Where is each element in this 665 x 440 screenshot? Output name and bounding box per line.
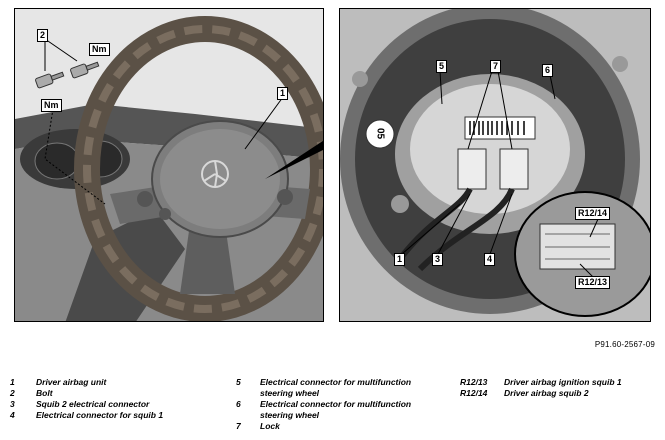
legend-number: 6 — [236, 399, 241, 409]
callout-lock-7: 7 — [490, 60, 501, 73]
callout-torque-nm-top: Nm — [89, 43, 110, 56]
legend-item — [236, 377, 446, 399]
legend-column-3 — [460, 377, 660, 399]
legend-item — [10, 377, 220, 388]
legend-number: R12/14 — [460, 388, 488, 398]
steering-wheel-illustration — [15, 9, 324, 322]
callout-airbag-unit-1: 1 — [394, 253, 405, 266]
callout-torque-nm-side: Nm — [41, 99, 62, 112]
legend-column-2 — [236, 377, 446, 432]
legend-item — [236, 399, 446, 421]
legend-column-1 — [10, 377, 220, 421]
callout-squib1-connector-4: 4 — [484, 253, 495, 266]
legend-description: Driver airbag ignition squib 1 — [504, 377, 622, 387]
steering-wheel-photo — [14, 8, 324, 322]
figure-code: P91.60-2567-09 — [594, 340, 655, 349]
legend-item — [236, 421, 446, 432]
legend-description: Electrical connector for squib 1 — [36, 410, 164, 420]
legend-description: Lock — [260, 421, 280, 431]
legend-item — [460, 377, 660, 388]
legend-description: Electrical connector for multifunction steering wheel — [260, 399, 412, 420]
legend-item — [10, 399, 220, 410]
legend-description: Driver airbag unit — [36, 377, 107, 387]
callout-squib-r12-14: R12/14 — [575, 207, 610, 220]
legend-item — [10, 388, 220, 399]
callout-squib-r12-13: R12/13 — [575, 276, 610, 289]
legend-number: 5 — [236, 377, 241, 387]
legend-description: Bolt — [36, 388, 53, 398]
stamp-05: 05 — [374, 127, 386, 140]
legend-number: 2 — [10, 388, 15, 398]
callout-squib2-connector-3: 3 — [432, 253, 443, 266]
legend-number: 3 — [10, 399, 15, 409]
airbag-connector-photo — [339, 8, 651, 322]
legend-description: Squib 2 electrical connector — [36, 399, 150, 409]
legend-number: 7 — [236, 421, 241, 431]
legend-description: Electrical connector for multifunction steering wheel — [260, 377, 412, 398]
callout-mfsw-connector-5: 5 — [436, 60, 447, 73]
callout-mfsw-connector-6: 6 — [542, 64, 553, 77]
callout-bolt-2: 2 — [37, 29, 48, 42]
legend-number: 4 — [10, 410, 15, 420]
legend-description: Driver airbag squib 2 — [504, 388, 589, 398]
callout-airbag-unit-1: 1 — [277, 87, 288, 100]
legend-item — [10, 410, 220, 421]
legend-number: 1 — [10, 377, 15, 387]
legend-number: R12/13 — [460, 377, 488, 387]
legend-item — [460, 388, 660, 399]
